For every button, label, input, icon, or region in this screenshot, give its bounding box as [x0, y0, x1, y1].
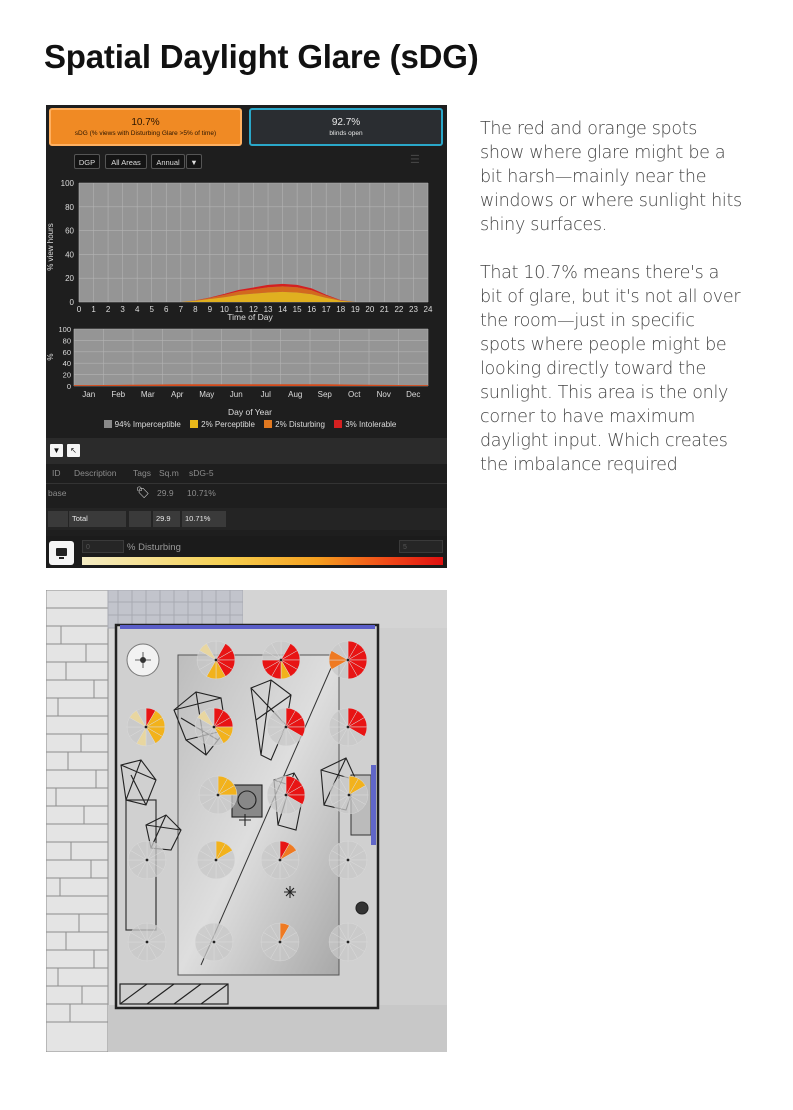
y-tick-label: 20: [62, 370, 71, 380]
x-tick-label: 11: [234, 305, 244, 314]
color-scale-gradient: [82, 557, 443, 565]
period-button[interactable]: Annual: [151, 154, 185, 169]
legend-item: 94% Imperceptible: [114, 420, 181, 429]
glare-sensor: [267, 776, 305, 814]
page-title: Spatial Daylight Glare (sDG): [44, 38, 479, 75]
total-tags: [129, 511, 151, 527]
y-tick-label: 100: [60, 179, 74, 188]
select-button[interactable]: [67, 444, 80, 457]
sensor-dot: [215, 659, 218, 662]
scale-bar: [46, 536, 447, 568]
x-tick-label: Dec: [406, 390, 421, 399]
y-axis-label: % view hours: [46, 223, 55, 271]
glare-sensor: [262, 641, 300, 679]
x-tick-label: 4: [134, 305, 140, 314]
x-tick-label: Jan: [82, 390, 96, 399]
y-tick-label: 0: [66, 382, 71, 391]
glare-sensor: [329, 708, 367, 746]
legend-swatch: [104, 420, 112, 428]
x-tick-label: 19: [350, 305, 360, 314]
x-tick-label: 20: [365, 305, 375, 314]
glare-sensor: [197, 641, 235, 679]
row-sqm: 29.9: [157, 488, 174, 498]
legend-item: 2% Disturbing: [275, 420, 325, 429]
y-tick-label: 80: [65, 202, 74, 212]
x-tick-label: May: [199, 390, 215, 399]
hamburger-icon[interactable]: ☰: [410, 154, 420, 166]
y-tick-label: 40: [65, 250, 74, 260]
day-of-year-chart: [46, 324, 447, 418]
sensor-dot: [145, 726, 148, 729]
column-header[interactable]: sDG-5: [189, 468, 214, 478]
column-header[interactable]: ID: [52, 468, 61, 478]
x-tick-label: Mar: [140, 390, 155, 399]
legend-item: 3% Intolerable: [345, 420, 397, 429]
sensor-dot: [217, 794, 220, 797]
y-tick-label: 100: [58, 325, 71, 334]
side-window: [371, 765, 376, 845]
column-header[interactable]: Description: [74, 468, 117, 478]
x-tick-label: 18: [336, 305, 346, 314]
x-axis-label: Time of Day: [227, 312, 273, 322]
x-tick-label: 6: [164, 305, 169, 314]
sensor-dot: [213, 941, 216, 944]
x-tick-label: Sep: [317, 390, 332, 399]
period-dropdown[interactable]: [186, 154, 202, 169]
x-tick-label: 22: [394, 305, 404, 314]
y-tick-label: 0: [69, 298, 74, 307]
glare-sensor: [128, 841, 166, 879]
x-tick-label: 17: [321, 305, 331, 314]
sdg-value: 10.7%: [131, 117, 160, 128]
blinds-label: blinds open: [329, 130, 363, 137]
x-tick-label: 0: [76, 305, 82, 314]
tag-icon[interactable]: 🏷: [136, 487, 150, 499]
lamp-icon: [127, 644, 159, 676]
sensor-dot: [347, 859, 350, 862]
sensor-dot: [213, 726, 216, 729]
glare-sensor: [329, 641, 367, 679]
y-tick-label: 60: [65, 226, 74, 236]
x-tick-label: Aug: [288, 390, 303, 399]
glare-sensor: [195, 708, 233, 746]
x-tick-label: 5: [149, 305, 154, 314]
sensor-dot: [279, 941, 282, 944]
legend-item: 2% Perceptible: [201, 420, 255, 429]
x-tick-label: Nov: [376, 390, 391, 399]
x-tick-label: 14: [278, 305, 288, 314]
y-tick-label: 60: [62, 347, 71, 357]
window-grid: [108, 590, 243, 628]
x-tick-label: Apr: [171, 390, 184, 399]
x-tick-label: Jul: [260, 390, 271, 399]
sensor-dot: [146, 941, 149, 944]
table-header: [46, 464, 447, 484]
description-paragraph-2: That 10.7% means there's a bit of glare, but it's not all over the room—just in specific spots where people might be looking directly toward the sunlight. This area is the only corner to have maximum daylight input. Which creates the imbalance required: [480, 263, 741, 475]
glare-sensor: [330, 776, 368, 814]
sensor-dot: [347, 659, 350, 662]
chart-legend: [46, 420, 447, 429]
glare-sensor: [195, 923, 233, 961]
floor-strip: [108, 1005, 447, 1052]
x-tick-label: 10: [219, 305, 229, 314]
glare-sensor: [199, 776, 237, 814]
x-tick-label: Feb: [111, 390, 126, 399]
x-axis-label: Day of Year: [228, 407, 272, 417]
x-tick-label: 24: [423, 305, 433, 314]
sdg-label: sDG (% views with Disturbing Glare >5% of time): [74, 130, 217, 137]
sdg-kpi-card[interactable]: [49, 108, 242, 146]
sensor-dot: [215, 859, 218, 862]
sensor-dot: [146, 859, 149, 862]
scale-min-input[interactable]: 0: [82, 540, 124, 553]
caret-down-icon: ▼: [190, 158, 198, 167]
table-total-row: [46, 508, 447, 530]
pointer-icon: ↖: [70, 446, 77, 455]
brick-wall: [46, 590, 118, 1052]
scale-label: % Disturbing: [127, 542, 181, 553]
column-header[interactable]: Sq.m: [159, 468, 179, 478]
sensor-dot: [280, 659, 283, 662]
x-tick-label: 7: [178, 305, 184, 314]
radiator: [120, 984, 228, 1004]
x-tick-label: 23: [409, 305, 418, 314]
top-window: [120, 625, 375, 629]
areas-button[interactable]: All Areas: [105, 154, 147, 169]
x-tick-label: 15: [292, 305, 302, 314]
total-blank: [48, 511, 68, 527]
table-row[interactable]: [46, 486, 447, 500]
floor-plan-render: [46, 590, 447, 1052]
metric-button[interactable]: DGP: [74, 154, 100, 169]
glare-sensor: [261, 923, 299, 961]
row-id: base: [48, 488, 67, 498]
description-paragraph-1: The red and orange spots show where glare might be a bit harsh—mainly near the windows or where sunlight hits shiny surfaces.: [480, 119, 742, 235]
x-tick-label: 21: [379, 305, 389, 314]
row-sdg: 10.71%: [187, 488, 216, 498]
sensor-dot: [348, 794, 351, 797]
total-sqm: 29.9: [153, 511, 180, 527]
x-tick-label: 9: [207, 305, 213, 314]
x-tick-label: Jun: [229, 390, 243, 399]
glare-sensor: [329, 841, 367, 879]
x-tick-label: 1: [91, 305, 96, 314]
filter-button[interactable]: [50, 444, 63, 457]
time-of-day-chart: [46, 173, 447, 323]
y-tick-label: 20: [65, 274, 74, 284]
glare-sensor: [261, 841, 299, 879]
sensor-dot: [347, 726, 350, 729]
y-tick-label: 40: [62, 359, 71, 369]
glare-analysis-panel: [46, 105, 447, 568]
x-tick-label: 2: [105, 305, 111, 314]
x-tick-label: Oct: [348, 390, 361, 399]
x-tick-label: 3: [120, 305, 125, 314]
filter-icon: ▼: [52, 446, 61, 455]
glare-sensor: [197, 841, 235, 879]
sensor-dot: [285, 794, 288, 797]
y-tick-label: 80: [62, 336, 71, 346]
x-tick-label: 16: [307, 305, 317, 314]
total-sdg: 10.71%: [182, 511, 226, 527]
x-tick-label: 12: [249, 305, 258, 314]
legend-swatch: [334, 420, 342, 428]
legend-swatch: [190, 420, 198, 428]
y-axis-label: %: [46, 353, 55, 361]
glare-sensor: [267, 708, 305, 746]
blinds-kpi-card[interactable]: [249, 108, 443, 146]
glare-sensor: [128, 923, 166, 961]
sensor-dot: [285, 726, 288, 729]
glare-sensor: [329, 923, 367, 961]
glare-sensor: [127, 708, 165, 746]
x-tick-label: 8: [193, 305, 198, 314]
total-label: Total: [69, 511, 126, 527]
legend-swatch: [264, 420, 272, 428]
table-toolbar: [46, 438, 447, 464]
scale-max-input[interactable]: 5: [399, 540, 443, 553]
sensor-dot: [347, 941, 350, 944]
sensor-dot: [279, 859, 282, 862]
display-toggle-button[interactable]: [49, 541, 74, 565]
blinds-value: 92.7%: [331, 117, 361, 128]
column-header[interactable]: Tags: [133, 468, 151, 478]
x-tick-label: 13: [263, 305, 273, 314]
